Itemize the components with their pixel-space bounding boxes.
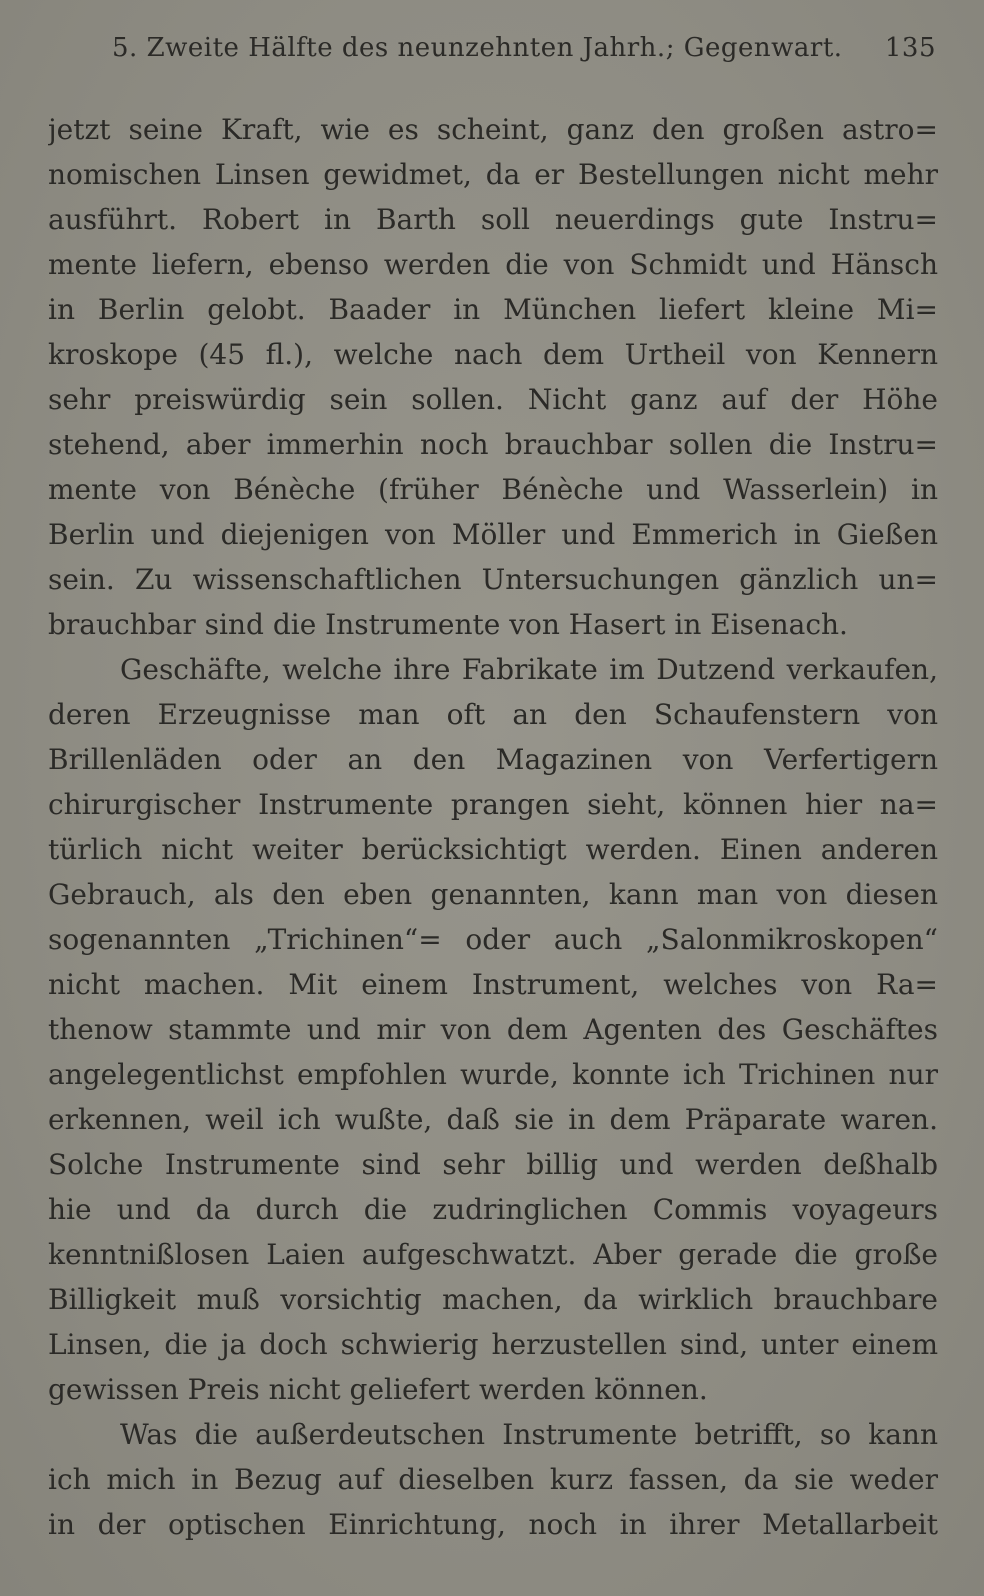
text-line: deren Erzeugnisse man oft an den Schaufenstern von bbox=[48, 698, 938, 731]
text-line: sogenannten „Trichinen“= oder auch „Salonmikroskopen“ bbox=[48, 923, 938, 956]
text-line: chirurgischer Instrumente prangen sieht, können hier na= bbox=[48, 788, 938, 821]
text-line: erkennen, weil ich wußte, daß sie in dem Präparate waren. bbox=[48, 1103, 938, 1136]
paragraph-start-line: Geschäfte, welche ihre Fabrikate im Dutzend verkaufen, bbox=[120, 653, 938, 686]
text-line: in der optischen Einrichtung, noch in ihrer Metallarbeit bbox=[48, 1508, 938, 1541]
text-line: stehend, aber immerhin noch brauchbar sollen die Instru= bbox=[48, 428, 938, 461]
text-line: gewissen Preis nicht geliefert werden können. bbox=[48, 1373, 708, 1406]
text-line: mente von Bénèche (früher Bénèche und Wasserlein) in bbox=[48, 473, 938, 506]
text-line: hie und da durch die zudringlichen Commis voyageurs bbox=[48, 1193, 938, 1226]
text-line: mente liefern, ebenso werden die von Schmidt und Hänsch bbox=[48, 248, 938, 281]
text-line: ich mich in Bezug auf dieselben kurz fassen, da sie weder bbox=[48, 1463, 938, 1496]
text-line: nomischen Linsen gewidmet, da er Bestellungen nicht mehr bbox=[48, 158, 938, 191]
text-line: jetzt seine Kraft, wie es scheint, ganz den großen astro= bbox=[48, 113, 938, 146]
body-text bbox=[48, 107, 938, 1547]
text-line: kroskope (45 fl.), welche nach dem Urtheil von Kennern bbox=[48, 338, 938, 371]
text-line: kenntnißlosen Laien aufgeschwatzt. Aber gerade die große bbox=[48, 1238, 938, 1271]
text-line: Solche Instrumente sind sehr billig und werden deßhalb bbox=[48, 1148, 938, 1181]
text-line: Gebrauch, als den eben genannten, kann man von diesen bbox=[48, 878, 938, 911]
page-number: 135 bbox=[884, 33, 936, 63]
text-line: thenow stammte und mir von dem Agenten des Geschäftes bbox=[48, 1013, 938, 1046]
text-line: Linsen, die ja doch schwierig herzustellen sind, unter einem bbox=[48, 1328, 938, 1361]
text-line: brauchbar sind die Instrumente von Hasert in Eisenach. bbox=[48, 608, 848, 641]
running-head bbox=[112, 28, 936, 68]
paragraph-start-line: Was die außerdeutschen Instrumente betrifft, so kann bbox=[120, 1418, 938, 1451]
text-line: sehr preiswürdig sein sollen. Nicht ganz auf der Höhe bbox=[48, 383, 938, 416]
text-line: sein. Zu wissenschaftlichen Untersuchungen gänzlich un= bbox=[48, 563, 938, 596]
text-line: Brillenläden oder an den Magazinen von Verfertigern bbox=[48, 743, 938, 776]
text-line: nicht machen. Mit einem Instrument, welches von Ra= bbox=[48, 968, 938, 1001]
running-head-title: 5. Zweite Hälfte des neunzehnten Jahrh.; Gegenwart. bbox=[112, 33, 843, 63]
text-line: angelegentlichst empfohlen wurde, konnte ich Trichinen nur bbox=[48, 1058, 938, 1091]
text-line: ausführt. Robert in Barth soll neuerdings gute Instru= bbox=[48, 203, 938, 236]
text-line: in Berlin gelobt. Baader in München liefert kleine Mi= bbox=[48, 293, 938, 326]
text-line: Berlin und diejenigen von Möller und Emmerich in Gießen bbox=[48, 518, 938, 551]
text-line: türlich nicht weiter berücksichtigt werden. Einen anderen bbox=[48, 833, 938, 866]
text-line: Billigkeit muß vorsichtig machen, da wirklich brauchbare bbox=[48, 1283, 938, 1316]
